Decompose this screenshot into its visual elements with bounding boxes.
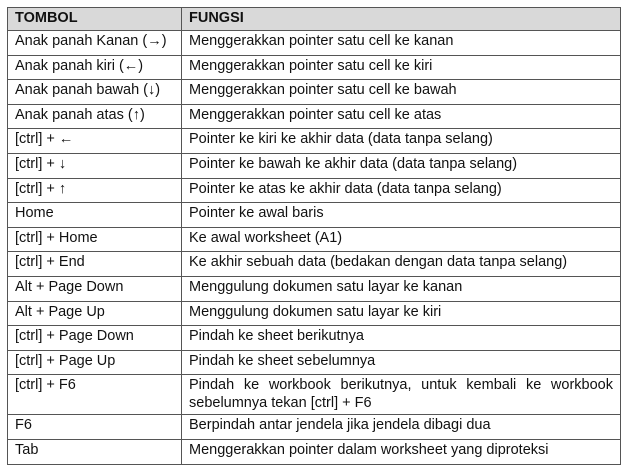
function-cell: Menggulung dokumen satu layar ke kiri [182, 301, 621, 326]
table-row [8, 439, 621, 464]
table-row [8, 55, 621, 80]
table-row [8, 153, 621, 178]
function-cell: Menggerakkan pointer satu cell ke atas [182, 104, 621, 129]
function-cell: Pindah ke workbook berikutnya, untuk kembali ke workbook sebelumnya tekan [ctrl] + F6 [182, 375, 621, 415]
key-cell: [ctrl] + End [8, 252, 182, 277]
function-cell: Menggerakkan pointer satu cell ke kanan [182, 31, 621, 56]
table-row [8, 415, 621, 440]
function-cell: Pindah ke sheet sebelumnya [182, 350, 621, 375]
key-cell: [ctrl] + Home [8, 227, 182, 252]
key-cell: Alt + Page Up [8, 301, 182, 326]
table-row [8, 178, 621, 203]
key-cell: [ctrl] + Page Down [8, 326, 182, 351]
function-cell: Ke akhir sebuah data (bedakan dengan data tanpa selang) [182, 252, 621, 277]
function-cell: Menggerakkan pointer satu cell ke bawah [182, 80, 621, 105]
header-tombol: TOMBOL [8, 8, 182, 31]
function-cell: Menggerakkan pointer dalam worksheet yang diproteksi [182, 439, 621, 464]
key-cell: Anak panah atas (↑) [8, 104, 182, 129]
header-row [8, 8, 621, 31]
header-fungsi: FUNGSI [182, 8, 621, 31]
shortcut-table [7, 7, 621, 465]
function-cell: Menggulung dokumen satu layar ke kanan [182, 276, 621, 301]
table-row [8, 301, 621, 326]
table-row [8, 276, 621, 301]
key-cell: Anak panah bawah (↓) [8, 80, 182, 105]
function-cell: Berpindah antar jendela jika jendela dibagi dua [182, 415, 621, 440]
table-row [8, 227, 621, 252]
function-cell: Pointer ke awal baris [182, 203, 621, 228]
function-cell: Ke awal worksheet (A1) [182, 227, 621, 252]
table-row [8, 129, 621, 154]
function-cell: Menggerakkan pointer satu cell ke kiri [182, 55, 621, 80]
table-row [8, 31, 621, 56]
key-cell: Home [8, 203, 182, 228]
key-cell: Alt + Page Down [8, 276, 182, 301]
key-cell: Tab [8, 439, 182, 464]
key-cell: [ctrl] + ↑ [8, 178, 182, 203]
table-row [8, 252, 621, 277]
function-cell: Pointer ke kiri ke akhir data (data tanpa selang) [182, 129, 621, 154]
key-cell: Anak panah kiri (←) [8, 55, 182, 80]
function-cell: Pointer ke bawah ke akhir data (data tanpa selang) [182, 153, 621, 178]
table-row [8, 104, 621, 129]
key-cell: [ctrl] + Page Up [8, 350, 182, 375]
key-cell: F6 [8, 415, 182, 440]
table-row [8, 375, 621, 415]
table-row [8, 203, 621, 228]
key-cell: Anak panah Kanan (→) [8, 31, 182, 56]
key-cell: [ctrl] + ↓ [8, 153, 182, 178]
table-row [8, 80, 621, 105]
table-row [8, 350, 621, 375]
key-cell: [ctrl] + F6 [8, 375, 182, 415]
function-cell: Pindah ke sheet berikutnya [182, 326, 621, 351]
table-row [8, 326, 621, 351]
function-cell: Pointer ke atas ke akhir data (data tanpa selang) [182, 178, 621, 203]
key-cell: [ctrl] + ← [8, 129, 182, 154]
